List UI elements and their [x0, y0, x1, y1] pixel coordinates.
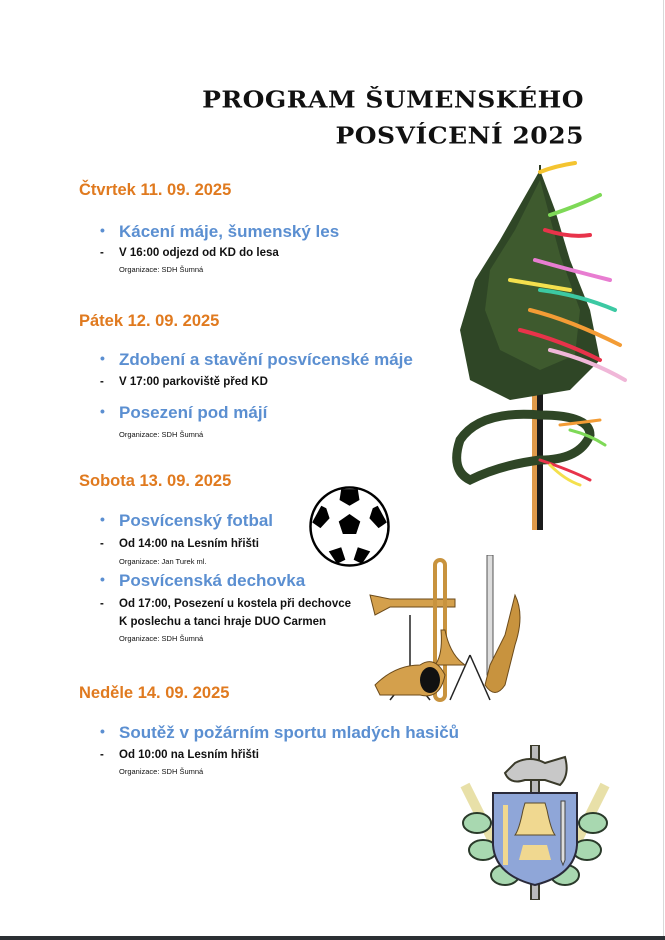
event-organizer: Organizace: SDH Šumná: [119, 767, 204, 776]
dash-icon: -: [100, 376, 104, 388]
fire-brigade-emblem-image: [455, 745, 615, 900]
event-title: • Kácení máje, šumenský les: [100, 222, 340, 241]
dash-icon: -: [100, 538, 104, 550]
event-detail: - Od 17:00, Posezení u kostela při dechovce: [100, 598, 352, 610]
event-organizer: Organizace: SDH Šumná: [119, 634, 204, 643]
bullet-icon: •: [100, 511, 105, 527]
bullet-icon: •: [100, 350, 105, 366]
maypole-image: [440, 160, 640, 530]
bullet-icon: •: [100, 403, 105, 419]
day-heading-friday: Pátek 12. 09. 2025: [79, 312, 220, 330]
bullet-icon: •: [100, 222, 105, 238]
event-detail: - Od 14:00 na Lesním hřišti: [100, 538, 259, 550]
page-title: [80, 82, 584, 154]
event-organizer: Organizace: SDH Šumná: [119, 430, 204, 439]
brass-instruments-image: [365, 555, 535, 705]
event-title: • Soutěž v požárním sportu mladých hasičů: [100, 723, 460, 742]
event-title: • Zdobení a stavění posvícenské máje: [100, 350, 413, 369]
dash-icon: -: [100, 598, 104, 610]
dash-icon: -: [100, 247, 104, 259]
event-detail: - V 16:00 odjezd od KD do lesa: [100, 247, 279, 259]
bullet-icon: •: [100, 571, 105, 587]
day-heading-saturday: Sobota 13. 09. 2025: [79, 472, 232, 490]
event-organizer: Organizace: SDH Šumná: [119, 265, 204, 274]
day-heading-sunday: Neděle 14. 09. 2025: [79, 684, 230, 702]
window-bottom-edge: [0, 936, 665, 940]
event-title: • Posvícenská dechovka: [100, 571, 306, 590]
event-detail: - Od 10:00 na Lesním hřišti: [100, 749, 259, 761]
event-title: • Posvícenský fotbal: [100, 511, 274, 530]
event-title: • Posezení pod májí: [100, 403, 268, 422]
bullet-icon: •: [100, 723, 105, 739]
event-organizer: Organizace: Jan Turek ml.: [119, 557, 207, 566]
title-line-2: POSVÍCENÍ 2025: [335, 122, 584, 149]
event-detail: - V 17:00 parkoviště před KD: [100, 376, 268, 388]
title-line-1: PROGRAM ŠUMENSKÉHO: [202, 86, 584, 113]
dash-icon: -: [100, 749, 104, 761]
day-heading-thursday: Čtvrtek 11. 09. 2025: [79, 181, 232, 199]
event-detail-continuation: K poslechu a tanci hraje DUO Carmen: [119, 616, 327, 628]
